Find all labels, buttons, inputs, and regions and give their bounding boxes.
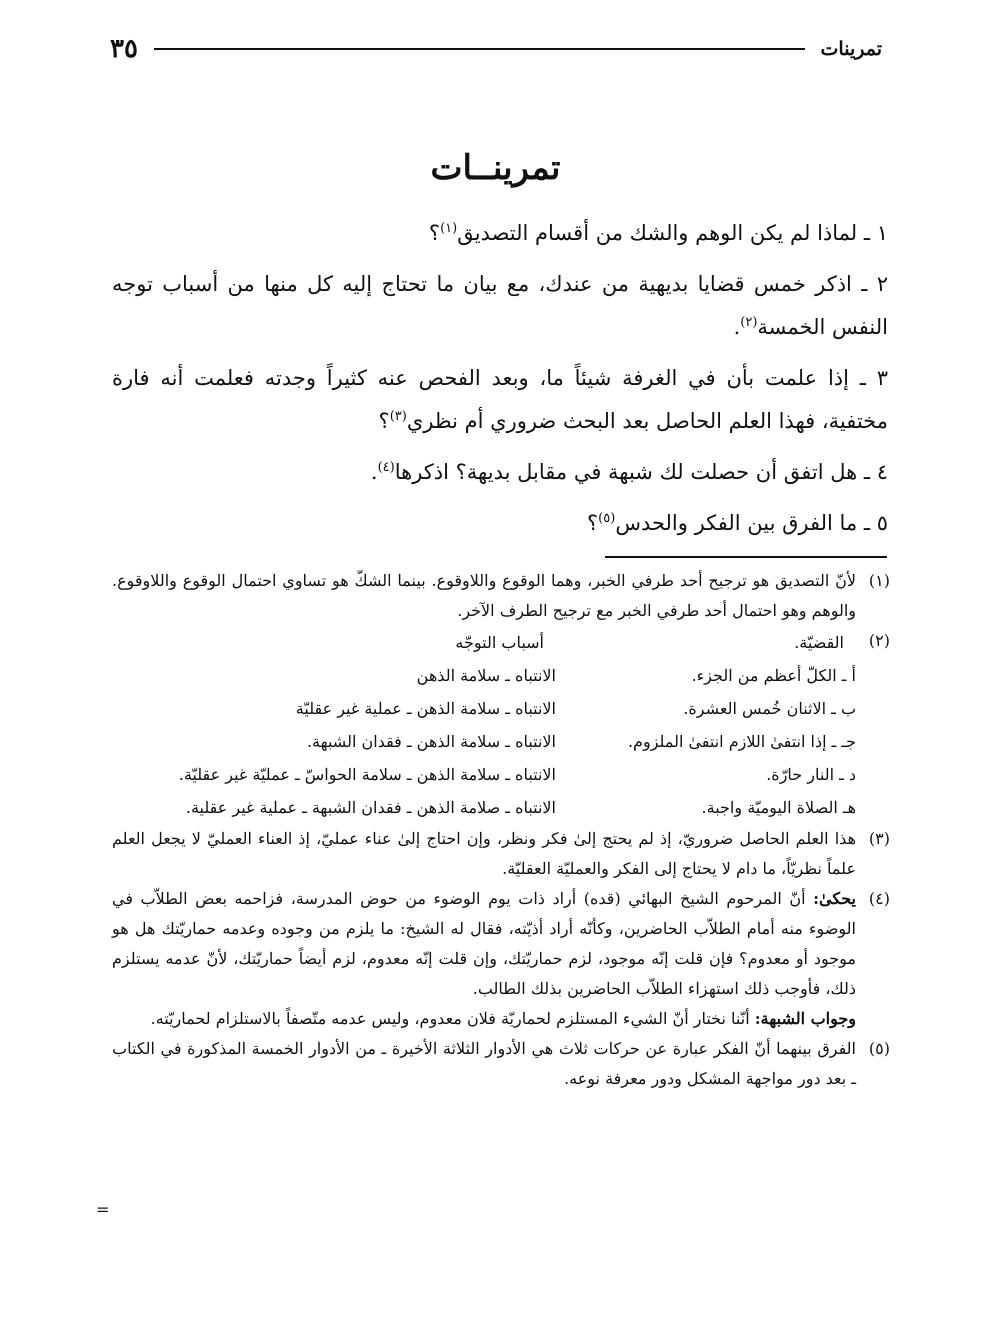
page-title: تمرينــات: [430, 148, 561, 188]
exercise-number: ٥ ـ: [863, 511, 888, 535]
exercise-end: ؟: [587, 511, 599, 535]
exercise-list: [112, 212, 888, 553]
anecdote-text: أنّ المرحوم الشيخ البهائي (قده) أراد ذات يوم الوضوء من حوض المدرسة، فزاحمه بعض الطلاّب في الوضوء منه أمام الطلاّب الحاضرين، وكأنّه أراد أذيّته، فقال له الشيخ: ما يلزم من وجوده وعدمه حماريّتك هل هو موجود أو معدوم؟ فإن قلت إنّه موجود، لزم حماريّتك، وإن قلت إنّه معدوم، لزم أيضاً حماريّتك، لأنّ عدمه يستلزم ذلك، فأوجب ذلك استهزاء الطلاّب الحاضرين بذلك الطالب.: [112, 889, 856, 998]
footnote-3: [112, 824, 890, 884]
footnote-4: [112, 884, 890, 1034]
running-title: تمرينات: [820, 38, 882, 60]
exercise-number: ١ ـ: [863, 221, 888, 245]
footnote-mark: (٢): [868, 631, 890, 650]
reasons-cell: الانتباه ـ سلامة الذهن ـ فقدان الشبهة.: [306, 732, 556, 751]
footnotes: [112, 566, 890, 1094]
exercise-text: اذكر خمس قضايا بديهية من عندك، مع بيان ما تحتاج إليه كل منها من أسباب توجه النفس الخمسة: [112, 272, 888, 339]
footnote-body: [112, 884, 856, 1034]
proposition-cell: ب ـ الاثنان خُمس العشرة.: [683, 699, 856, 718]
proposition-cell: جـ ـ إذا انتفىٰ اللازم انتفىٰ الملزوم.: [627, 732, 856, 751]
footnote-text: لأنّ التصديق هو ترجيح أحد طرفي الخبر، وهما الوقوع واللاوقوع. بينما الشكّ هو تساوي احتمال الوقوع واللاوقوع. والوهم وهو احتمال أحد طرفي الخبر مع ترجيح الطرف الآخر.: [112, 571, 856, 620]
footnote-2: [112, 626, 890, 824]
footnote-ref: (٤): [377, 460, 395, 475]
table-header-row: [112, 626, 856, 659]
footnote-text: الفرق بينهما أنّ الفكر عبارة عن حركات ثلاث هي الأدوار الثلاثة الأخيرة ـ من الأدوار الخمسة المذكورة في الكتاب ـ بعد دور مواجهة المشكل ودور معرفة نوعه.: [112, 1039, 857, 1088]
footnote-mark: (٤): [868, 889, 890, 908]
exercise-item: [112, 212, 888, 255]
table-row: [112, 659, 856, 692]
proposition-cell: د ـ النار حارّة.: [766, 765, 856, 784]
exercise-end: .: [733, 315, 741, 339]
footnote-mark: (١): [868, 571, 890, 590]
proposition-cell: أ ـ الكلّ أعظم من الجزء.: [691, 666, 856, 685]
answer-text: أنّنا نختار أنّ الشيء المستلزم لحماريّة فلان معدوم، وليس عدمه متّصفاً بالاستلزام لحماريّته.: [150, 1009, 750, 1028]
exercise-number: ٢ ـ: [861, 272, 888, 296]
exercise-end: .: [370, 460, 378, 484]
footnote-text: هذا العلم الحاصل ضروريّ، إذ لم يحتج إلىٰ فكر ونظر، وإن احتاج إلىٰ عناء عمليّ، إذ العناء العمليّ لا يجعل العلم علماً نظريّاً، ما دام لا يحتاج إلى الفكر والعمليّة العقليّة.: [112, 829, 856, 878]
reasons-cell: الانتباه ـ سلامة الذهن ـ عملية غير عقليّة: [295, 699, 556, 718]
exercise-item: [112, 451, 888, 494]
footnote-ref: (١): [440, 221, 458, 236]
column-header-reasons: أسباب التوجّه: [455, 633, 544, 652]
proposition-cell: هـ الصلاة اليوميّة واجبة.: [701, 798, 856, 817]
exercise-text: إذا علمت بأن في الغرفة شيئاً ما، وبعد الفحص عنه كثيراً وجدته فعلمت أنه فارة مختفية، فهذا العلم الحاصل بعد البحث ضروري أم نظري: [112, 366, 888, 433]
exercise-item: [112, 502, 888, 545]
footnote-separator: [605, 556, 887, 558]
anecdote-lead: يحكىٰ:: [813, 889, 856, 908]
continuation-mark: =: [96, 1200, 110, 1219]
reasons-cell: الانتباه ـ سلامة الذهن ـ سلامة الحواسّ ـ عمليّة غير عقليّة.: [178, 765, 556, 784]
exercise-number: ٤ ـ: [863, 460, 888, 484]
running-header: [110, 34, 882, 64]
exercise-text: هل اتفق أن حصلت لك شبهة في مقابل بديهة؟ اذكرها: [394, 460, 858, 484]
header-rule: [154, 48, 805, 50]
reasons-cell: الانتباه ـ صلامة الذهن ـ فقدان الشبهة ـ عملية غير عقلية.: [185, 798, 556, 817]
exercise-item: [112, 263, 888, 349]
reasons-cell: الانتباه ـ سلامة الذهن: [416, 666, 556, 685]
table-row: [112, 692, 856, 725]
answer-lead: وجواب الشبهة:: [754, 1009, 856, 1028]
exercise-text: ما الفرق بين الفكر والحدس: [615, 511, 858, 535]
exercise-end: ؟: [428, 221, 441, 245]
footnote-5: [112, 1034, 890, 1094]
column-header-proposition: القضيّة.: [794, 633, 844, 652]
exercise-item: [112, 357, 888, 443]
footnote-mark: (٥): [868, 1039, 890, 1058]
footnote-ref: (٢): [740, 315, 758, 330]
propositions-table: [112, 626, 856, 824]
table-row: [112, 725, 856, 758]
page-number: ٣٥: [110, 34, 138, 64]
table-row: [112, 758, 856, 791]
footnote-mark: (٣): [868, 829, 890, 848]
anecdote-paragraph: [112, 884, 856, 1004]
footnote-ref: (٣): [389, 409, 407, 424]
footnote-ref: (٥): [598, 511, 616, 526]
answer-paragraph: [112, 1004, 856, 1034]
exercise-end: ؟: [378, 409, 390, 433]
footnote-1: [112, 566, 890, 626]
exercise-number: ٣ ـ: [859, 366, 889, 390]
exercise-text: لماذا لم يكن الوهم والشك من أقسام التصديق: [457, 221, 858, 245]
table-row: [112, 791, 856, 824]
